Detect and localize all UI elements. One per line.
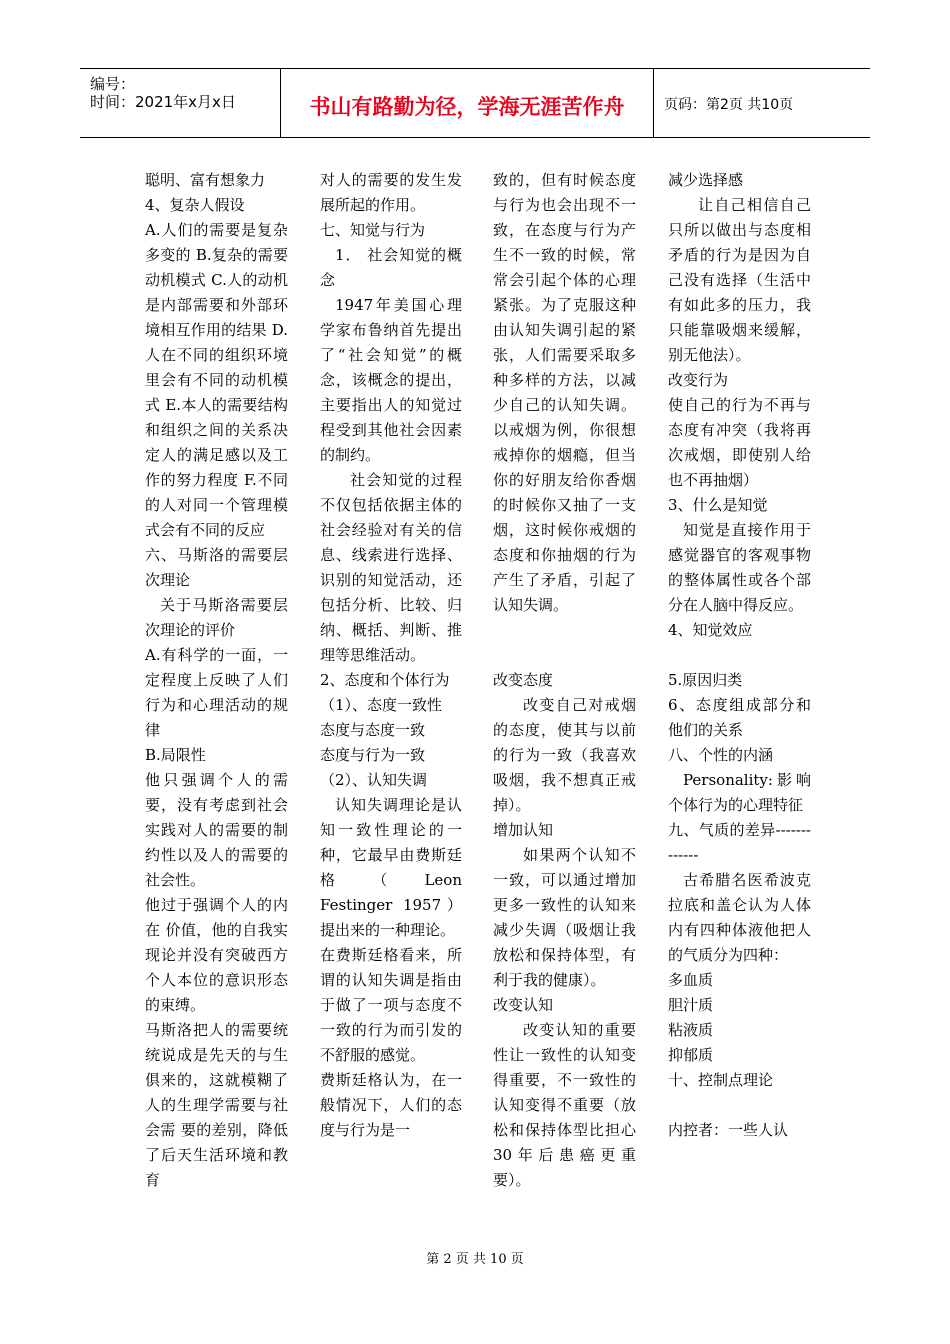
page-header bbox=[80, 68, 870, 138]
subheading: B.局限性 bbox=[145, 746, 206, 764]
paragraph: 内控者：一些人认 bbox=[668, 1121, 789, 1139]
paragraph: 致的，但有时候态度与行为也会出现不一致，在态度与行为产生不一致的时候，常常会引起个体的心理紧张。为了克服这种由认知失调引起的紧张，人们需要采取多种多样的方法，以减少自己的认知失调。以戒烟为例，你很想戒掉你的烟瘾，但当你的好朋友给你香烟的时候你又抽了一支烟，这时候你戒烟的态度和你抽烟的行为产生了矛盾，引起了认知失调。 bbox=[493, 171, 636, 614]
page-footer: 第 2 页 共 10 页 bbox=[426, 1252, 524, 1267]
text-column-1 bbox=[145, 168, 288, 1193]
heading: 5.原因归类 bbox=[668, 671, 743, 689]
paragraph: 认知失调理论是认知一致性理论的一种，它最早由费斯廷格（Leon Festinger 1957）提出来的一种理论。 bbox=[320, 796, 462, 939]
list-item: 多血质 bbox=[668, 971, 714, 989]
heading: 七、知觉与行为 bbox=[320, 221, 426, 239]
paragraph: 在费斯廷格看来，所谓的认知失调是指由于做了一项与态度不一致的行为而引发的不舒服的感觉。 bbox=[320, 946, 462, 1064]
paragraph: 费斯廷格认为，在一般情况下，人们的态度与行为是一 bbox=[320, 1071, 462, 1139]
header-motto-cell bbox=[281, 69, 654, 137]
subheading: 改变认知 bbox=[493, 996, 554, 1014]
blank-line bbox=[493, 618, 636, 643]
paragraph: 古希腊名医希波克拉底和盖仑认为人体内有四种体液他把人的气质分为四种： bbox=[668, 871, 811, 964]
list-item: 胆汁质 bbox=[668, 996, 714, 1014]
heading: 2、态度和个体行为 bbox=[320, 671, 450, 689]
paragraph: 马斯洛把人的需要统统说成是先天的与生俱来的，这就模糊了人的生理学需要与社会需 要的差别，降低了后天生活环境和教育 bbox=[145, 1021, 288, 1189]
paragraph: 他只强调个人的需要，没有考虑到社会实践对人的需要的制约性以及人的需要的社会性。 bbox=[145, 771, 288, 889]
paragraph: 知觉是直接作用于感觉器官的客观事物的整体属性或各个部分在人脑中得反应。 bbox=[668, 521, 811, 614]
paragraph: 让自己相信自己只所以做出与态度相矛盾的行为是因为自己没有选择（生活中有如此多的压力，我只能靠吸烟来缓解，别无他法）。 bbox=[668, 196, 811, 364]
heading: 6、态度组成部分和他们的关系 bbox=[668, 696, 811, 739]
subheading: （1）、态度一致性 bbox=[320, 696, 443, 714]
text-column-4 bbox=[668, 168, 811, 1143]
paragraph: A.人们的需要是复杂多变的 B.复杂的需要动机模式 C.人的动机是内部需要和外部环境相互作用的结果 D.人在不同的组织环境里会有不同的动机模式 E.本人的需要结构和组织之间的关系决定人的满足感以及工作的努力程度 F.不同的人对同一个管理模式会有不同的反应 bbox=[145, 221, 288, 539]
paragraph: 他过于强调个人的内在 价值，他的自我实现论并没有突破西方个人本位的意识形态的束缚。 bbox=[145, 896, 288, 1014]
subheading: 关于马斯洛需要层次理论的评价 bbox=[145, 596, 288, 639]
blank-line bbox=[493, 643, 636, 668]
subheading: 增加认知 bbox=[493, 821, 554, 839]
subheading: 减少选择感 bbox=[668, 171, 744, 189]
text-column-3 bbox=[493, 168, 636, 1193]
page-info: 页码：第2页 共10页 bbox=[664, 97, 794, 113]
list-item: 抑郁质 bbox=[668, 1046, 714, 1064]
paragraph: A.有科学的一面，一定程度上反映了人们行为和心理活动的规律 bbox=[145, 646, 288, 739]
heading: 十、控制点理论 bbox=[668, 1071, 774, 1089]
subheading: 改变行为 bbox=[668, 371, 729, 389]
paragraph: 改变自己对戒烟的态度，使其与以前的行为一致（我喜欢吸烟，我不想真正戒掉）。 bbox=[493, 696, 636, 814]
subheading: 改变态度 bbox=[493, 671, 554, 689]
paragraph: 态度与态度一致 bbox=[320, 721, 426, 739]
heading: 4、复杂人假设 bbox=[145, 196, 245, 214]
subheading: （2）、认知失调 bbox=[320, 771, 428, 789]
paragraph: 态度与行为一致 bbox=[320, 746, 426, 764]
paragraph: 如果两个认知不一致，可以通过增加更多一致性的认知来减少失调（吸烟让我放松和保持体型，有利于我的健康）。 bbox=[493, 846, 636, 989]
date-line: 时间：2021年x月x日 bbox=[90, 93, 236, 111]
blank-line bbox=[668, 643, 811, 668]
heading: 六、马斯洛的需要层次理论 bbox=[145, 546, 288, 589]
paragraph: Personality:影响个体行为的心理特征 bbox=[668, 771, 811, 814]
subheading: 1． 社会知觉的概念 bbox=[320, 246, 462, 289]
header-meta-cell bbox=[80, 69, 281, 137]
paragraph: 对人的需要的发生发展所起的作用。 bbox=[320, 171, 462, 214]
serial-label: 编号： bbox=[90, 75, 136, 93]
header-page-cell bbox=[654, 69, 870, 137]
paragraph: 社会知觉的过程不仅包括依据主体的社会经验对有关的信息、线索进行选择、识别的知觉活动，还包括分析、比较、归纳、概括、判断、推理等思维活动。 bbox=[320, 471, 462, 664]
paragraph: 使自己的行为不再与态度有冲突（我将再次戒烟，即使别人给也不再抽烟） bbox=[668, 396, 811, 489]
list-item: 粘液质 bbox=[668, 1021, 714, 1039]
paragraph: 改变认知的重要性让一致性的认知变得重要，不一致性的认知变得不重要（放松和保持体型比担心30年后患癌更重要）。 bbox=[493, 1021, 636, 1189]
heading: 3、什么是知觉 bbox=[668, 496, 768, 514]
paragraph: 聪明、富有想象力 bbox=[145, 171, 266, 189]
paragraph: 1947年美国心理学家布鲁纳首先提出了“社会知觉”的概念，该概念的提出，主要指出人的知觉过程受到其他社会因素的制约。 bbox=[320, 296, 462, 464]
blank-line bbox=[668, 1093, 811, 1118]
heading: 八、个性的内涵 bbox=[668, 746, 774, 764]
motto: 书山有路勤为径，学海无涯苦作舟 bbox=[309, 95, 625, 119]
heading: 4、知觉效应 bbox=[668, 621, 753, 639]
text-column-2 bbox=[320, 168, 462, 1143]
heading: 九、气质的差异------------- bbox=[668, 821, 811, 864]
